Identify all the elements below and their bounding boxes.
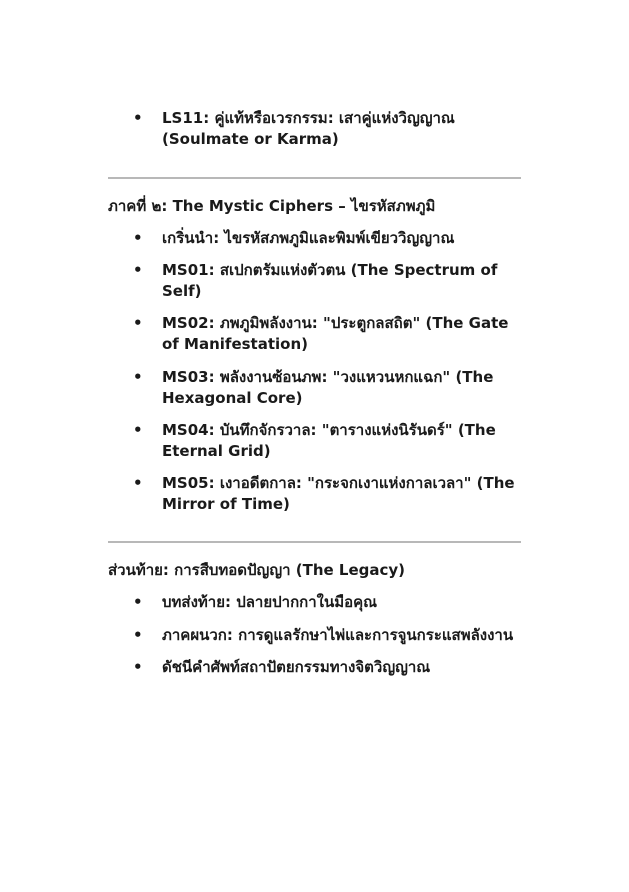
bullet: • <box>133 626 143 644</box>
bullet: • <box>133 421 143 439</box>
list-item-text: MS02: ภพภูมิพลังงาน: "ประตูกลสถิต" (The Gate of Manifestation) <box>162 314 509 353</box>
bullet: • <box>133 261 143 279</box>
bullet: • <box>133 658 143 676</box>
bullet: • <box>133 109 143 127</box>
list-item-text: LS11: คู่แท้หรือเวรกรรม: เสาคู่แห่งวิญญาณ (Soulmate or Karma) <box>162 109 455 148</box>
list-item-text: MS05: เงาอดีตกาล: "กระจกเงาแห่งกาลเวลา" (The Mirror of Time) <box>162 474 515 513</box>
list-item-text: ภาคผนวก: การดูแลรักษาไพ่และการจูนกระแสพลังงาน <box>162 626 514 644</box>
bullet: • <box>133 593 143 611</box>
bullet: • <box>133 368 143 386</box>
section-divider <box>108 541 521 543</box>
list-item-text: บทส่งท้าย: ปลายปากกาในมือคุณ <box>162 593 378 611</box>
section-divider <box>108 177 521 179</box>
bullet: • <box>133 229 143 247</box>
list-item-text: MS04: บันทึกจักรวาล: "ตารางแห่งนิรันดร์" (The Eternal Grid) <box>162 421 496 460</box>
section-heading: ส่วนท้าย: การสืบทอดปัญญา (The Legacy) <box>108 561 406 579</box>
bullet: • <box>133 474 143 492</box>
list-item-text: MS03: พลังงานซ้อนภพ: "วงแหวนหกแฉก" (The Hexagonal Core) <box>162 368 494 407</box>
section-heading: ภาคที่ ๒: The Mystic Ciphers – ไขรหัสภพภูมิ <box>108 197 436 215</box>
list-item-text: ดัชนีคำศัพท์สถาปัตยกรรมทางจิตวิญญาณ <box>162 658 431 676</box>
bullet: • <box>133 314 143 332</box>
list-item-text: MS01: สเปกตรัมแห่งตัวตน (The Spectrum of Self) <box>162 261 498 300</box>
list-item-text: เกริ่นนำ: ไขรหัสภพภูมิและพิมพ์เขียววิญญาณ <box>162 229 455 247</box>
